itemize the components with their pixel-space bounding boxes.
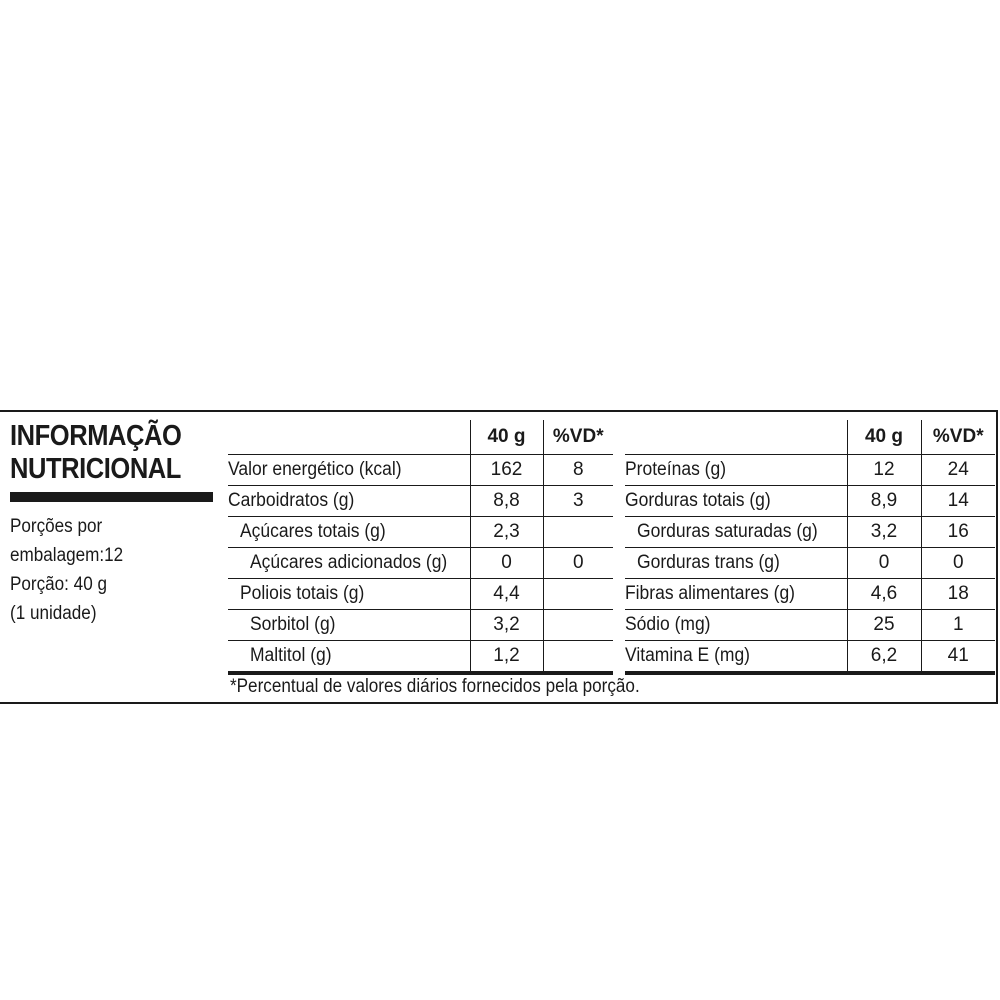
table-row <box>228 486 613 517</box>
nutrient-daily-value <box>543 579 613 610</box>
table-row <box>228 455 613 486</box>
nutrient-name-text: Gorduras saturadas (g) <box>637 521 818 542</box>
nutrient-name-text: Poliois totais (g) <box>240 583 365 604</box>
nutrient-name <box>625 486 847 517</box>
table-header-row <box>228 420 613 455</box>
table-row <box>228 641 613 674</box>
footnote: *Percentual de valores diários fornecidos pela porção. <box>230 676 640 697</box>
nutrient-amount: 3,2 <box>470 610 543 641</box>
serving-unit: (1 unidade) <box>10 603 97 624</box>
nutrient-name <box>625 610 847 641</box>
nutrient-name <box>228 548 470 579</box>
table-row <box>625 517 995 548</box>
nutrient-name-text: Vitamina E (mg) <box>625 645 750 666</box>
nutrient-amount: 2,3 <box>470 517 543 548</box>
nutrient-name-text: Gorduras trans (g) <box>637 552 780 573</box>
nutrient-name <box>228 610 470 641</box>
nutrient-amount: 6,2 <box>847 641 921 674</box>
nutrient-name <box>228 641 470 674</box>
table-header-row <box>625 420 995 455</box>
nutrient-table-right <box>625 420 995 675</box>
nutrient-name-text: Gorduras totais (g) <box>625 490 771 511</box>
nutrient-name <box>625 641 847 674</box>
nutrient-amount: 8,8 <box>470 486 543 517</box>
table-row <box>228 548 613 579</box>
nutrient-daily-value: 18 <box>921 579 995 610</box>
nutrient-name <box>228 455 470 486</box>
table-row <box>228 579 613 610</box>
nutrient-daily-value: 1 <box>921 610 995 641</box>
nutrient-name-text: Sódio (mg) <box>625 614 711 635</box>
nutrient-daily-value: 41 <box>921 641 995 674</box>
nutrient-daily-value: 14 <box>921 486 995 517</box>
nutrient-daily-value: 0 <box>543 548 613 579</box>
nutrient-daily-value: 3 <box>543 486 613 517</box>
nutrient-amount: 0 <box>847 548 921 579</box>
servings-per-package-label: Porções por <box>10 516 103 537</box>
nutrient-name-text: Proteínas (g) <box>625 459 727 480</box>
header-daily-value: %VD* <box>543 420 613 455</box>
nutrient-amount: 3,2 <box>847 517 921 548</box>
nutrient-name <box>228 486 470 517</box>
title-line-1: INFORMAÇÃO <box>10 420 182 452</box>
serving-size: Porção: 40 g <box>10 574 107 595</box>
header-amount: 40 g <box>847 420 921 455</box>
table-row <box>625 548 995 579</box>
nutrient-amount: 4,6 <box>847 579 921 610</box>
nutrient-name-text: Maltitol (g) <box>250 645 332 666</box>
table-row <box>228 517 613 548</box>
nutrient-amount: 162 <box>470 455 543 486</box>
serving-info <box>10 512 123 628</box>
nutrient-daily-value: 8 <box>543 455 613 486</box>
nutrient-amount: 1,2 <box>470 641 543 674</box>
nutrient-name-text: Sorbitol (g) <box>250 614 336 635</box>
nutrient-amount: 12 <box>847 455 921 486</box>
nutrient-name <box>228 517 470 548</box>
nutrient-name <box>625 548 847 579</box>
table-row <box>625 455 995 486</box>
nutrient-name <box>228 579 470 610</box>
table-row <box>625 579 995 610</box>
header-amount: 40 g <box>470 420 543 455</box>
header-daily-value: %VD* <box>921 420 995 455</box>
nutrient-amount: 4,4 <box>470 579 543 610</box>
nutrient-name-text: Valor energético (kcal) <box>228 459 402 480</box>
header-blank <box>228 420 470 455</box>
nutrient-name-text: Açúcares totais (g) <box>240 521 386 542</box>
table-row <box>625 641 995 674</box>
label-title <box>10 420 181 486</box>
nutrient-daily-value <box>543 641 613 674</box>
nutrient-amount: 8,9 <box>847 486 921 517</box>
nutrition-facts-label <box>0 410 998 704</box>
nutrient-daily-value <box>543 517 613 548</box>
servings-per-package-value: embalagem:12 <box>10 545 124 566</box>
title-line-2: NUTRICIONAL <box>10 453 181 485</box>
nutrient-name <box>625 579 847 610</box>
nutrient-name-text: Fibras alimentares (g) <box>625 583 795 604</box>
title-divider-bar <box>10 492 213 502</box>
nutrient-amount: 0 <box>470 548 543 579</box>
nutrient-table-left <box>228 420 613 675</box>
nutrient-name <box>625 517 847 548</box>
header-blank <box>625 420 847 455</box>
nutrient-name-text: Açúcares adicionados (g) <box>250 552 448 573</box>
nutrient-name-text: Carboidratos (g) <box>228 490 355 511</box>
table-row <box>228 610 613 641</box>
nutrient-daily-value: 16 <box>921 517 995 548</box>
table-row <box>625 486 995 517</box>
nutrient-daily-value: 24 <box>921 455 995 486</box>
table-row <box>625 610 995 641</box>
nutrient-daily-value <box>543 610 613 641</box>
nutrient-amount: 25 <box>847 610 921 641</box>
nutrient-name <box>625 455 847 486</box>
nutrient-daily-value: 0 <box>921 548 995 579</box>
